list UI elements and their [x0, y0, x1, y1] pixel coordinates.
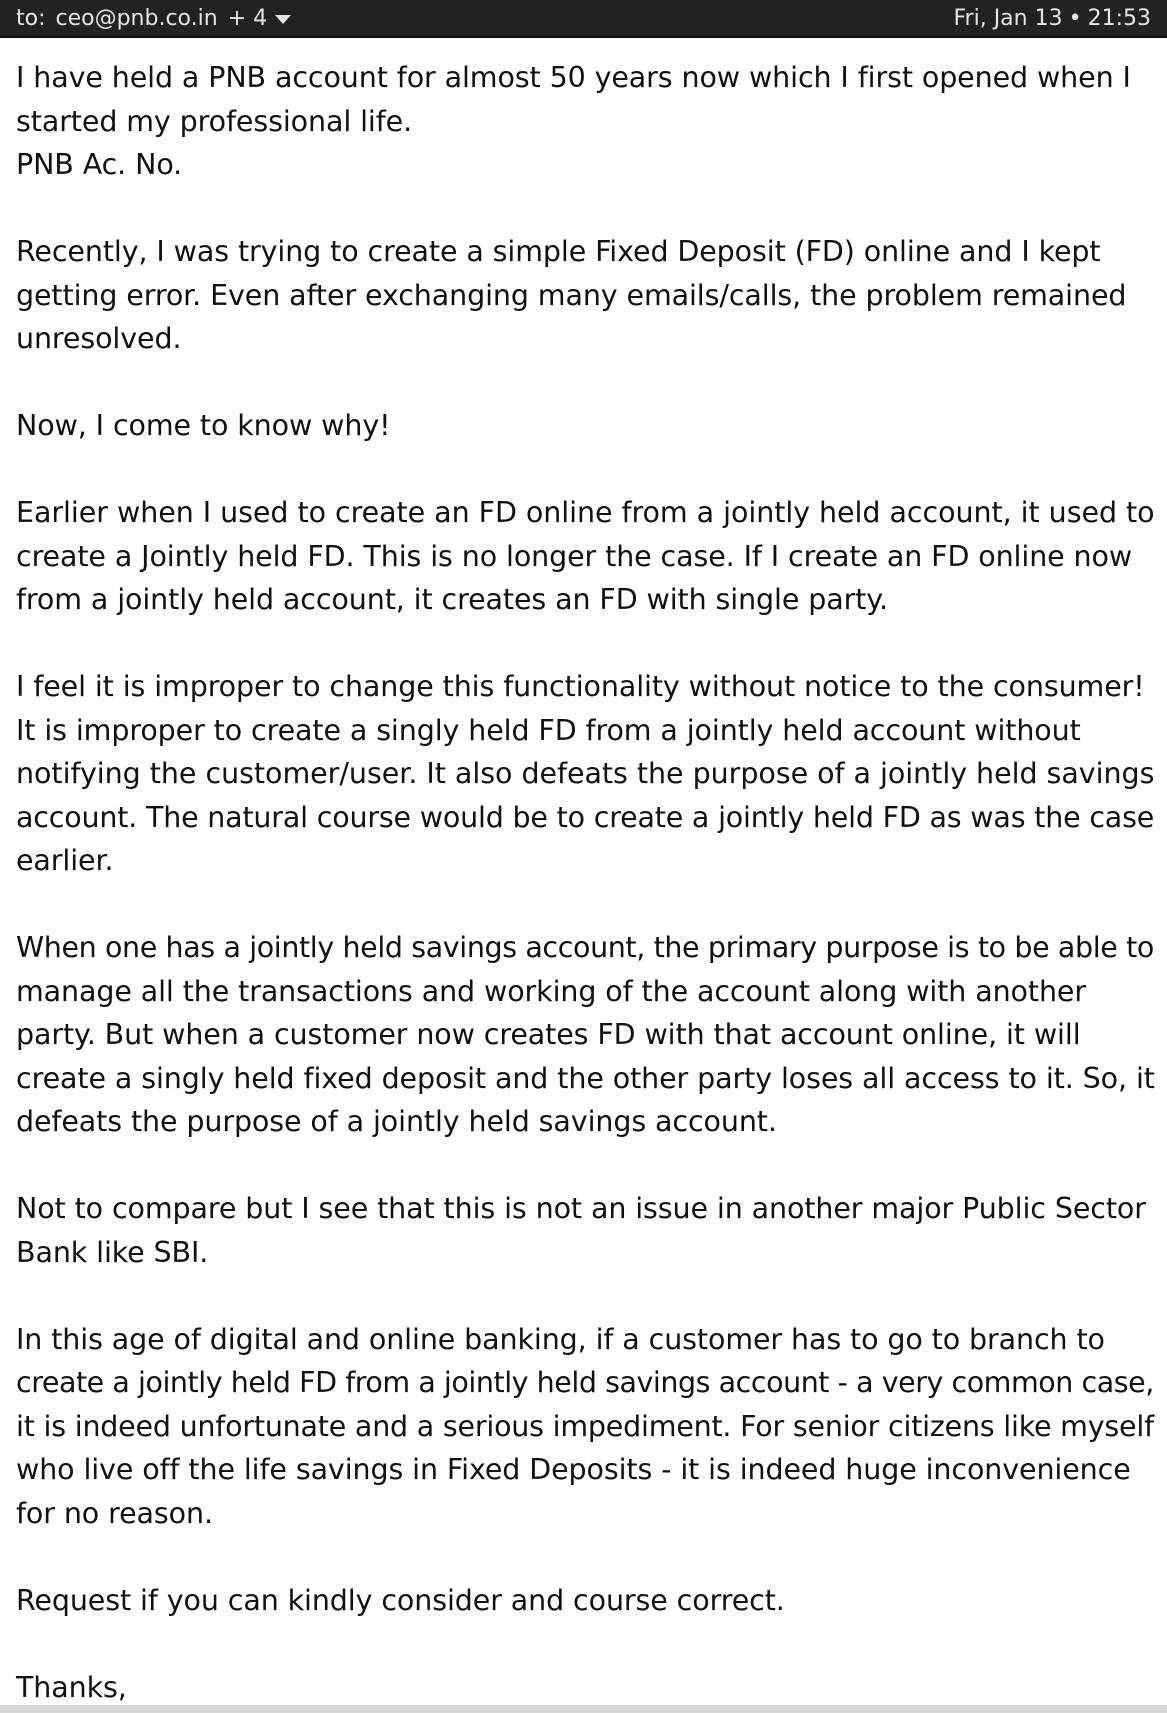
email-paragraph [16, 665, 1155, 883]
email-text-line: account. The natural course would be to create a jointly held FD as was the case [16, 800, 1155, 834]
more-recipients-toggle[interactable] [228, 6, 291, 31]
email-text-line: manage all the transactions and working of the account along with another [16, 974, 1086, 1008]
email-text-line: Bank like SBI. [16, 1235, 209, 1269]
email-text-line: In this age of digital and online banking, if a customer has to go to branch to [16, 1322, 1105, 1356]
email-text-line: I have held a PNB account for almost 50 years now which I first opened when I [16, 61, 1131, 94]
email-text-line: party. But when a customer now creates FD with that account online, it will [16, 1018, 1081, 1051]
email-paragraph [16, 404, 1146, 448]
email-text-line: create a singly held fixed deposit and the other party loses all access to it. So, it [16, 1061, 1155, 1095]
chevron-down-icon[interactable] [275, 15, 291, 24]
email-text-line: notifying the customer/user. It also defeats the purpose of a jointly held savings [16, 757, 1155, 790]
more-recipients-count: + 4 [227, 5, 268, 31]
email-paragraph [16, 1318, 1154, 1536]
email-text-line: Recently, I was trying to create a simple Fixed Deposit (FD) online and I kept [16, 235, 1101, 268]
email-text-line: started my professional life. [16, 104, 413, 138]
to-label: to: [16, 5, 46, 31]
email-text-line: for no reason. [16, 1496, 213, 1530]
email-body [16, 56, 1155, 1709]
email-text-line: I feel it is improper to change this functionality without notice to the consumer! [16, 670, 1145, 703]
email-header [0, 0, 1167, 38]
email-text-line: It is improper to create a singly held FD from a jointly held account without [16, 713, 1081, 747]
email-text-line: Now, I come to know why! [16, 409, 391, 442]
email-text-line: from a jointly held account, it creates an FD with single party. [16, 583, 888, 616]
email-paragraph [16, 1579, 1146, 1623]
email-text-line: getting error. Even after exchanging many emails/calls, the problem remained [16, 278, 1127, 312]
email-text-line: defeats the purpose of a jointly held savings account. [16, 1105, 777, 1138]
email-text-line: it is indeed unfortunate and a serious impediment. For senior citizens like myself [16, 1409, 1154, 1443]
email-date: Fri, Jan 13 [953, 5, 1063, 31]
recipients [16, 6, 291, 31]
email-paragraph [16, 1666, 1146, 1710]
timestamp [954, 6, 1152, 31]
email-paragraph [16, 56, 1146, 187]
email-text-line: create a Jointly held FD. This is no longer the case. If I create an FD online now [16, 539, 1133, 573]
email-text-line: earlier. [16, 844, 114, 877]
email-paragraph [16, 491, 1155, 622]
email-paragraph [16, 1187, 1146, 1274]
email-text-line: Earlier when I used to create an FD online from a jointly held account, it used to [16, 496, 1155, 529]
email-text-line: Request if you can kindly consider and course correct. [16, 1583, 785, 1617]
email-text-line: PNB Ac. No. [16, 148, 183, 181]
email-text-line: When one has a jointly held savings account, the primary purpose is to be able to [16, 931, 1154, 964]
email-paragraph [16, 926, 1155, 1144]
email-text-line: Thanks, [16, 1670, 127, 1704]
email-text-line: unresolved. [16, 322, 182, 355]
email-text-line: create a jointly held FD from a jointly held savings account - a very common case, [16, 1366, 1154, 1399]
email-time: 21:53 [1087, 5, 1151, 31]
recipient-address[interactable]: ceo@pnb.co.in [55, 5, 218, 31]
email-paragraph [16, 230, 1146, 361]
email-text-line: Not to compare but I see that this is not an issue in another major Public Sector [16, 1192, 1146, 1225]
timestamp-separator: • [1068, 5, 1082, 31]
bottom-divider [0, 1705, 1167, 1713]
email-text-line: who live off the life savings in Fixed Deposits - it is indeed huge inconvenience [16, 1453, 1131, 1486]
